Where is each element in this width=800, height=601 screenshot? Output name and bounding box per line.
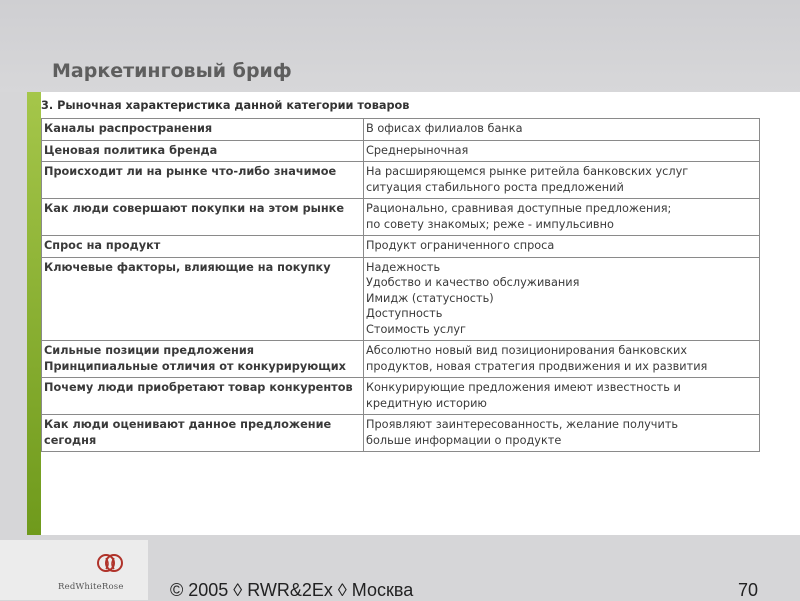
value-line: ситуация стабильного роста предложений (366, 180, 624, 194)
table-row (42, 119, 760, 141)
value-line: На расширяющемся рынке ритейла банковских услуг (366, 165, 689, 178)
value-line: больше информации о продукте (366, 433, 562, 447)
value-line: В офисах филиалов банка (366, 122, 523, 135)
section-heading: 3. Рыночная характеристика данной категории товаров (41, 99, 410, 112)
value-line: Стоимость услуг (366, 322, 466, 336)
value-line: кредитную историю (366, 396, 487, 410)
brief-table (41, 118, 760, 452)
row-label: Происходит ли на рынке что-либо значимое (42, 162, 364, 199)
table-row (42, 140, 760, 162)
row-label: Как люди оценивают данное предложение сегодня (42, 415, 364, 452)
value-line: Удобство и качество обслуживания (366, 276, 580, 289)
row-value (364, 162, 760, 199)
row-label: Спрос на продукт (42, 236, 364, 258)
slide-title: Маркетинговый бриф (52, 60, 292, 82)
row-label: Как люди совершают покупки на этом рынке (42, 199, 364, 236)
value-line: Среднерыночная (366, 143, 469, 157)
row-value (364, 257, 760, 341)
row-label: Ключевые факторы, влияющие на покупку (42, 257, 364, 341)
table-row (42, 257, 760, 341)
row-label: Ценовая политика бренда (42, 140, 364, 162)
logo-text: RedWhiteRose (58, 582, 124, 592)
row-value (364, 140, 760, 162)
table-row (42, 415, 760, 452)
row-value (364, 199, 760, 236)
row-label: Сильные позиции предложения Принципиальные отличия от конкурирующих (42, 341, 364, 378)
row-label: Почему люди приобретают товар конкурентов (42, 378, 364, 415)
table-row (42, 162, 760, 199)
table-row (42, 341, 760, 378)
footer-copyright: © 2005 ◊ RWR&2Ex ◊ Москва (170, 580, 414, 600)
value-line: Конкурирующие предложения имеют известность и (366, 381, 681, 394)
value-line: продуктов, новая стратегия продвижения и их развития (366, 359, 708, 373)
value-line: Надежность (366, 260, 441, 274)
row-value (364, 415, 760, 452)
table-row (42, 378, 760, 415)
row-value (364, 236, 760, 258)
row-value (364, 341, 760, 378)
row-label: Каналы распространения (42, 119, 364, 141)
value-line: Абсолютно новый вид позиционирования банковских (366, 344, 688, 357)
table-row (42, 236, 760, 258)
value-line: Рационально, сравнивая доступные предложения; (366, 202, 672, 215)
value-line: Продукт ограниченного спроса (366, 239, 555, 252)
row-value (364, 119, 760, 141)
row-value (364, 378, 760, 415)
page-number: 70 (738, 580, 759, 600)
value-line: Проявляют заинтересованность, желание получить (366, 418, 679, 431)
value-line: Имидж (статусность) (366, 291, 494, 305)
rose-logo-icon (96, 552, 124, 576)
table-row (42, 199, 760, 236)
value-line: Доступность (366, 307, 443, 320)
accent-bar (27, 92, 41, 535)
value-line: по совету знакомых; реже - импульсивно (366, 217, 614, 231)
